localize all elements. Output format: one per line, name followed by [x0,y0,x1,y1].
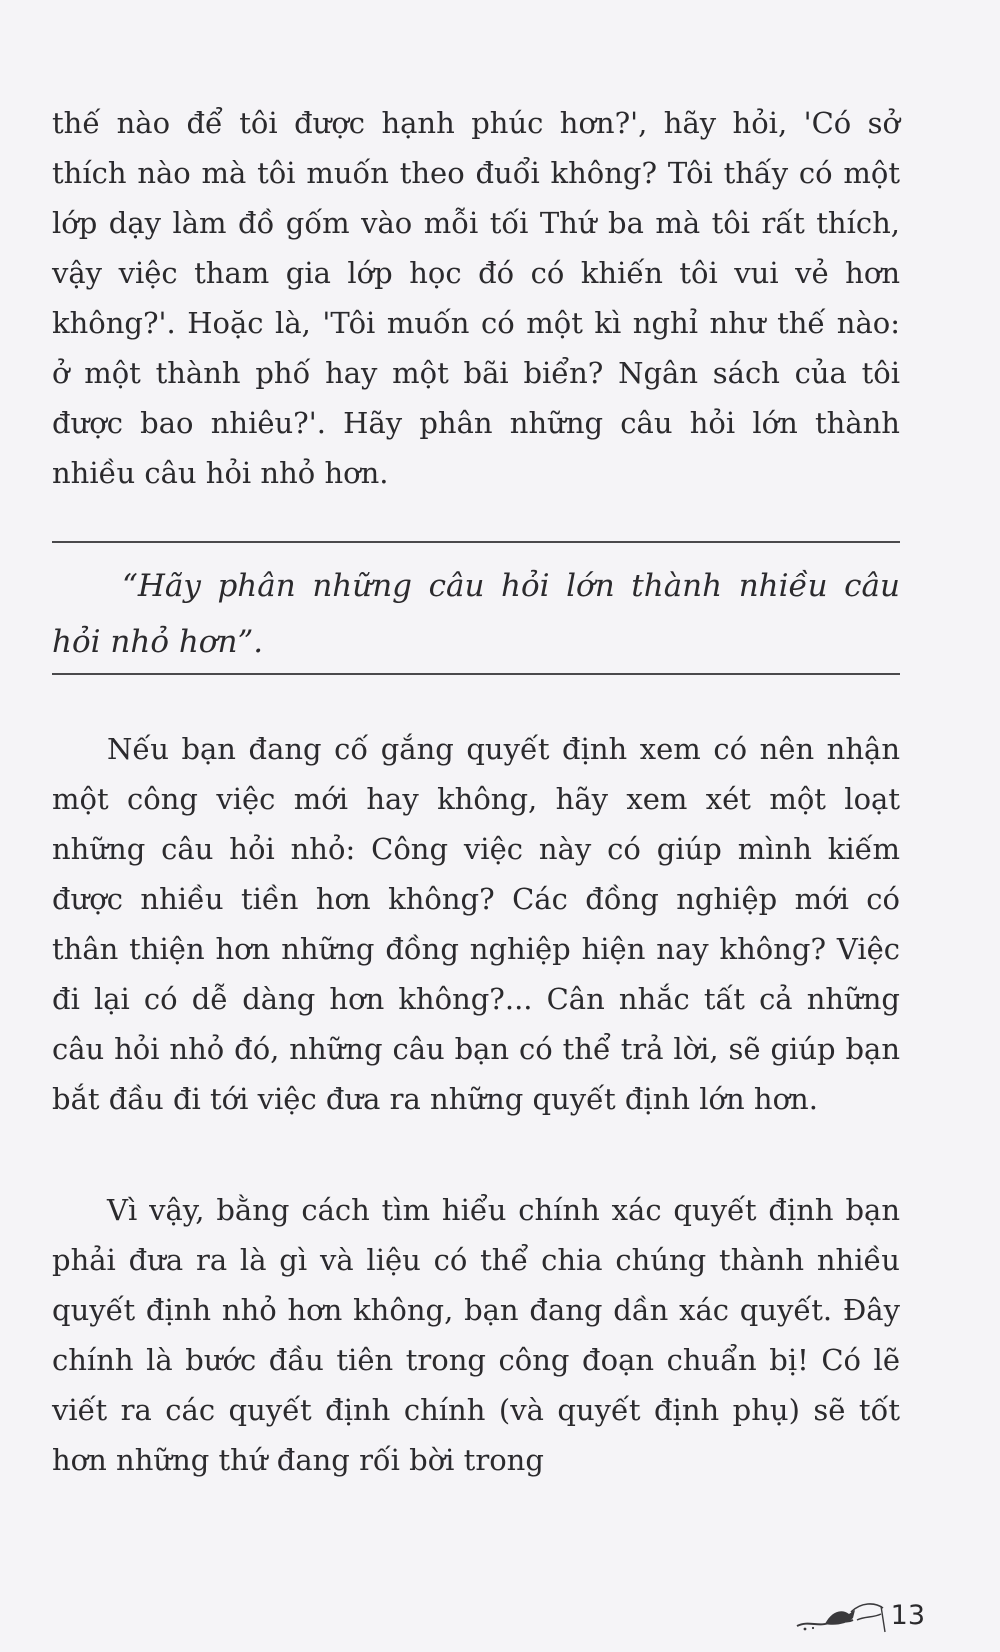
body-paragraph: thế nào để tôi được hạnh phúc hơn?', hãy hỏi, 'Có sở thích nào mà tôi muốn theo đuổi không? Tôi thấy có một lớp dạy làm đồ gốm vào mỗi tối Thứ ba mà tôi rất thích, vậy việc tham gia lớp học đó có khiến tôi vui vẻ hơn không?'. Hoặc là, 'Tôi muốn có một kì nghỉ như thế nào: ở một thành phố hay một bãi biển? Ngân sách của tôi được bao nhiêu?'. Hãy phân những câu hỏi lớn thành nhiều câu hỏi nhỏ hơn. [52,106,900,490]
pull-quote-bottom-rule [52,673,900,675]
body-paragraph: Nếu bạn đang cố gắng quyết định xem có nên nhận một công việc mới hay không, hãy xem xét một loạt những câu hỏi nhỏ: Công việc này có giúp mình kiếm được nhiều tiền hơn không? Các đồng nghiệp mới có thân thiện hơn những đồng nghiệp hiện nay không? Việc đi lại có dễ dàng hơn không?... Cân nhắc tất cả những câu hỏi nhỏ đó, những câu bạn có thể trả lời, sẽ giúp bạn bắt đầu đi tới việc đưa ra những quyết định lớn hơn. [52,732,900,1116]
body-paragraph: Vì vậy, bằng cách tìm hiểu chính xác quyết định bạn phải đưa ra là gì và liệu có thể chia chúng thành nhiều quyết định nhỏ hơn không, bạn đang dần xác quyết. Đây chính là bước đầu tiên trong công đoạn chuẩn bị! Có lẽ viết ra các quyết định chính (và quyết định phụ) sẽ tốt hơn những thứ đang rối bời trong [52,1193,900,1477]
bird-flourish-icon [795,1598,887,1634]
pull-quote-top-rule [52,541,900,543]
pull-quote: “Hãy phân những câu hỏi lớn thành nhiều câu hỏi nhỏ hơn”. [52,568,900,660]
page-number: 13 [890,1600,925,1631]
page-footer [795,1596,925,1636]
